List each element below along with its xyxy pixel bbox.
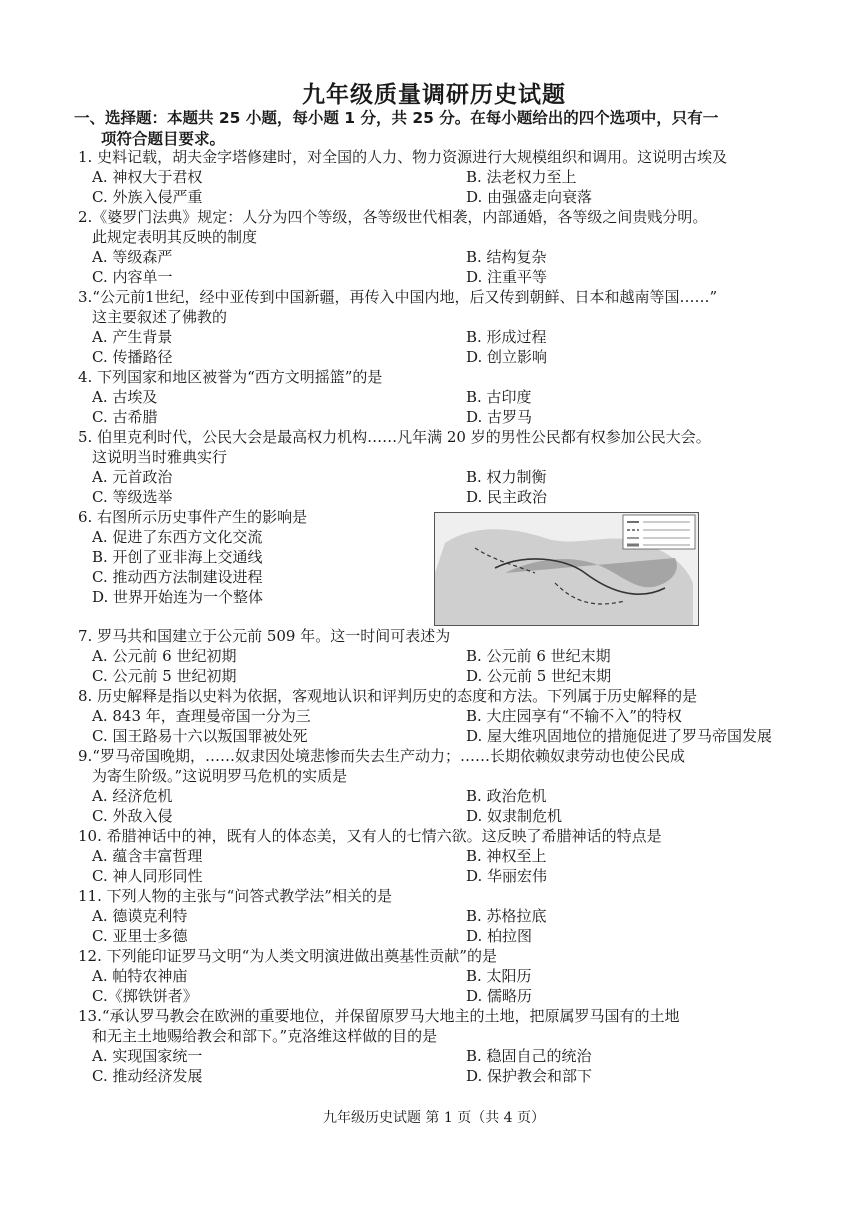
answer-option: A. 蕴含丰富哲理 bbox=[92, 847, 203, 865]
answer-option: B. 大庄园享有“不输不入”的特权 bbox=[466, 707, 682, 725]
answer-option: C. 推动经济发展 bbox=[92, 1067, 203, 1085]
answer-option: D. 由强盛走向衰落 bbox=[466, 188, 593, 206]
answer-option: C. 推动西方法制建设进程 bbox=[92, 568, 263, 586]
question-stem: 此规定表明其反映的制度 bbox=[92, 228, 258, 246]
page-footer: 九年级历史试题 第 1 页（共 4 页） bbox=[322, 1110, 546, 1126]
answer-option: A. 产生背景 bbox=[92, 328, 173, 346]
answer-option: B. 政治危机 bbox=[466, 787, 547, 805]
answer-option: B. 结构复杂 bbox=[466, 248, 547, 266]
answer-option: A. 实现国家统一 bbox=[92, 1047, 203, 1065]
answer-option: A. 德谟克利特 bbox=[92, 907, 188, 925]
section-heading-line1: 一、选择题：本题共 25 小题，每小题 1 分，共 25 分。在每小题给出的四个选项中，只有一 bbox=[74, 109, 719, 127]
question-stem: 7. 罗马共和国建立于公元前 509 年。这一时间可表述为 bbox=[78, 627, 451, 645]
answer-option: D. 儒略历 bbox=[466, 987, 533, 1005]
answer-option: C. 外族入侵严重 bbox=[92, 188, 203, 206]
answer-option: A. 经济危机 bbox=[92, 787, 173, 805]
question-stem: 8. 历史解释是指以史料为依据，客观地认识和评判历史的态度和方法。下列属于历史解释的是 bbox=[78, 687, 698, 705]
answer-option: C. 国王路易十六以叛国罪被处死 bbox=[92, 727, 308, 745]
question-stem: 1. 史料记载，胡夫金字塔修建时，对全国的人力、物力资源进行大规模组织和调用。这说明古埃及 bbox=[78, 148, 728, 166]
answer-option: D. 古罗马 bbox=[466, 408, 533, 426]
answer-option: B. 太阳历 bbox=[466, 967, 532, 985]
question-stem: 5. 伯里克利时代，公民大会是最高权力机构……凡年满 20 岁的男性公民都有权参加公民大会。 bbox=[78, 428, 711, 446]
answer-option: A. 等级森严 bbox=[92, 248, 173, 266]
map-figure bbox=[434, 512, 699, 626]
question-stem: 4. 下列国家和地区被誉为“西方文明摇篮”的是 bbox=[78, 368, 383, 386]
answer-option: B. 稳固自己的统治 bbox=[466, 1047, 592, 1065]
answer-option: D. 注重平等 bbox=[466, 268, 548, 286]
answer-option: B. 权力制衡 bbox=[466, 468, 547, 486]
answer-option: D. 华丽宏伟 bbox=[466, 867, 548, 885]
answer-option: D. 民主政治 bbox=[466, 488, 548, 506]
answer-option: A. 神权大于君权 bbox=[92, 168, 203, 186]
answer-option: D. 屋大维巩固地位的措施促进了罗马帝国发展 bbox=[466, 727, 773, 745]
answer-option: C. 外敌入侵 bbox=[92, 807, 173, 825]
answer-option: B. 公元前 6 世纪末期 bbox=[466, 647, 611, 665]
answer-option: A. 元首政治 bbox=[92, 468, 173, 486]
question-stem: 12. 下列能印证罗马文明“为人类文明演进做出奠基性贡献”的是 bbox=[78, 947, 497, 965]
question-stem: 这说明当时雅典实行 bbox=[92, 448, 228, 466]
question-stem: 11. 下列人物的主张与“问答式教学法”相关的是 bbox=[78, 887, 392, 905]
answer-option: B. 苏格拉底 bbox=[466, 907, 547, 925]
answer-option: A. 公元前 6 世纪初期 bbox=[92, 647, 237, 665]
question-stem: 这主要叙述了佛教的 bbox=[92, 308, 228, 326]
answer-option: C. 等级选举 bbox=[92, 488, 173, 506]
answer-option: B. 古印度 bbox=[466, 388, 532, 406]
answer-option: C. 古希腊 bbox=[92, 408, 158, 426]
question-stem: 10. 希腊神话中的神，既有人的体态美，又有人的七情六欲。这反映了希腊神话的特点是 bbox=[78, 827, 662, 845]
answer-option: D. 柏拉图 bbox=[466, 927, 533, 945]
question-stem: 9.“罗马帝国晚期，……奴隶因处境悲惨而失去生产动力；……长期依赖奴隶劳动也使公民成 bbox=[78, 747, 685, 765]
question-stem: 13.“承认罗马教会在欧洲的重要地位，并保留原罗马大地主的土地，把原属罗马国有的土地 bbox=[78, 1007, 680, 1025]
section-heading bbox=[74, 108, 804, 150]
answer-option: A. 古埃及 bbox=[92, 388, 158, 406]
section-heading-line2: 项符合题目要求。 bbox=[101, 130, 226, 148]
question-stem: 6. 右图所示历史事件产生的影响是 bbox=[78, 508, 308, 526]
question-stem: 3.“公元前1世纪，经中亚传到中国新疆，再传入中国内地，后又传到朝鲜、日本和越南等国……” bbox=[78, 288, 718, 306]
answer-option: D. 世界开始连为一个整体 bbox=[92, 588, 264, 606]
answer-option: D. 保护教会和部下 bbox=[466, 1067, 593, 1085]
answer-option: C. 传播路径 bbox=[92, 348, 173, 366]
answer-option: C. 神人同形同性 bbox=[92, 867, 203, 885]
question-stem: 为寄生阶级。”这说明罗马危机的实质是 bbox=[92, 767, 348, 785]
answer-option: C. 内容单一 bbox=[92, 268, 173, 286]
answer-option: C. 亚里士多德 bbox=[92, 927, 188, 945]
answer-option: A. 促进了东西方文化交流 bbox=[92, 528, 263, 546]
answer-option: D. 奴隶制危机 bbox=[466, 807, 563, 825]
question-stem: 和无主土地赐给教会和部下。”克洛维这样做的目的是 bbox=[92, 1027, 438, 1045]
answer-option: A. 帕特农神庙 bbox=[92, 967, 188, 985]
answer-option: B. 形成过程 bbox=[466, 328, 547, 346]
answer-option: D. 公元前 5 世纪末期 bbox=[466, 667, 612, 685]
answer-option: C. 公元前 5 世纪初期 bbox=[92, 667, 237, 685]
answer-option: B. 开创了亚非海上交通线 bbox=[92, 548, 263, 566]
answer-option: B. 法老权力至上 bbox=[466, 168, 577, 186]
answer-option: C.《掷铁饼者》 bbox=[92, 987, 198, 1005]
answer-option: D. 创立影响 bbox=[466, 348, 548, 366]
answer-option: B. 神权至上 bbox=[466, 847, 547, 865]
question-stem: 2.《婆罗门法典》规定：人分为四个等级，各等级世代相袭，内部通婚，各等级之间贵贱分明。 bbox=[78, 208, 708, 226]
page-title: 九年级质量调研历史试题 bbox=[302, 82, 566, 108]
answer-option: A. 843 年，查理曼帝国一分为三 bbox=[92, 707, 311, 725]
